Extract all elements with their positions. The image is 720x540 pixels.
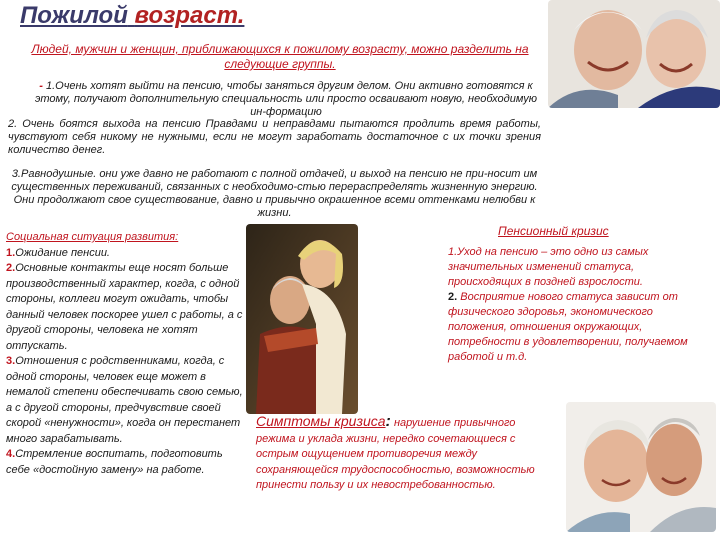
crisis-list (448, 245, 710, 365)
couple-photo-middle (246, 224, 358, 414)
couple-photo-bottom (566, 402, 716, 532)
group-3-text: 3.Равнодушные. они уже давно не работают с полной отдачей, и выход на пенсию не при-носит им существенных переживаний, связанных с необходимо-стью перераспределять жизненную энергию. Они продолжают свое существование, давно и привычно окрашенное всеми оттенками нелюбви к жизни. (11, 168, 538, 219)
title-word-2: возраст. (134, 2, 245, 29)
social-item-3: 3.Отношения с родственниками, когда, с одной стороны, человек еще может в немалой степени обеспечивать свою семью, а с другой стороны, предчувствие своей скорой «ненужности», когда он перестанет много зарабатывать. (6, 355, 243, 445)
symptoms-text: режима и уклада жизни, нередко сочетающиеся с острым ощущением противоречия между сохраняющейся трудоспособностью, возможностью принести пользу и их невостребованностью. (256, 432, 535, 491)
social-item-1: 1.Ожидание пенсии. (6, 246, 110, 259)
symptoms-heading: Симптомы кризиса (256, 413, 386, 429)
title-word-1: Пожилой (20, 2, 128, 29)
couple-photo-top (548, 0, 720, 108)
intro-text: Людей, мужчин и женщин, приближающихся к пожилому возрасту, можно разделить на следующие группы. (31, 42, 529, 71)
social-heading: Социальная ситуация развития: (6, 231, 179, 243)
group-1-text: - 1.Очень хотят выйти на пенсию, чтобы заняться другим делом. Они активно готовятся к этому, получают дополнительную специальность или просто осваивают новую, необходимую ин-формацию (34, 80, 538, 118)
social-situation (6, 230, 246, 478)
social-item-4: 4.Стремление воспитать, подготовить себе «достойную замену» на работе. (6, 448, 223, 476)
group-2-text: 2. Очень боятся выхода на пенсию Правдами и неправдами пытаются продлить время работы, чувствуют себя никому не нужными, если не могут заработать достаточное с их точки зрения количество денег. (8, 118, 541, 156)
symptoms-block (256, 414, 556, 494)
group-1-body: 1.Очень хотят выйти на пенсию, чтобы заняться другим делом. Они активно готовятся к этому, получают дополнительную специальность или просто осваивают новую, необходимую ин-формацию (34, 80, 538, 118)
crisis-heading: Пенсионный кризис (498, 224, 609, 238)
social-item-2: 2.Основные контакты еще носят больше производственный характер, когда, с одной стороны, коллеги могут ожидать, чтобы данный человек поскорее ушел с работы, а с другой стороны, человека не хотят отпускать. (6, 262, 243, 352)
crisis-item-1: 1.Уход на пенсию – это одно из самых значительных изменений статуса, происходящих в поздней взрослости. (448, 246, 649, 288)
symptoms-lead-line: Симптомы кризиса: нарушение привычного (256, 413, 516, 430)
page-title (20, 2, 244, 30)
crisis-item-2: 2. Восприятие нового статуса зависит от физического здоровья, экономического положения, отношения окружающих, потребности в удовлетворении, получаемом работой и т.д. (448, 291, 688, 363)
